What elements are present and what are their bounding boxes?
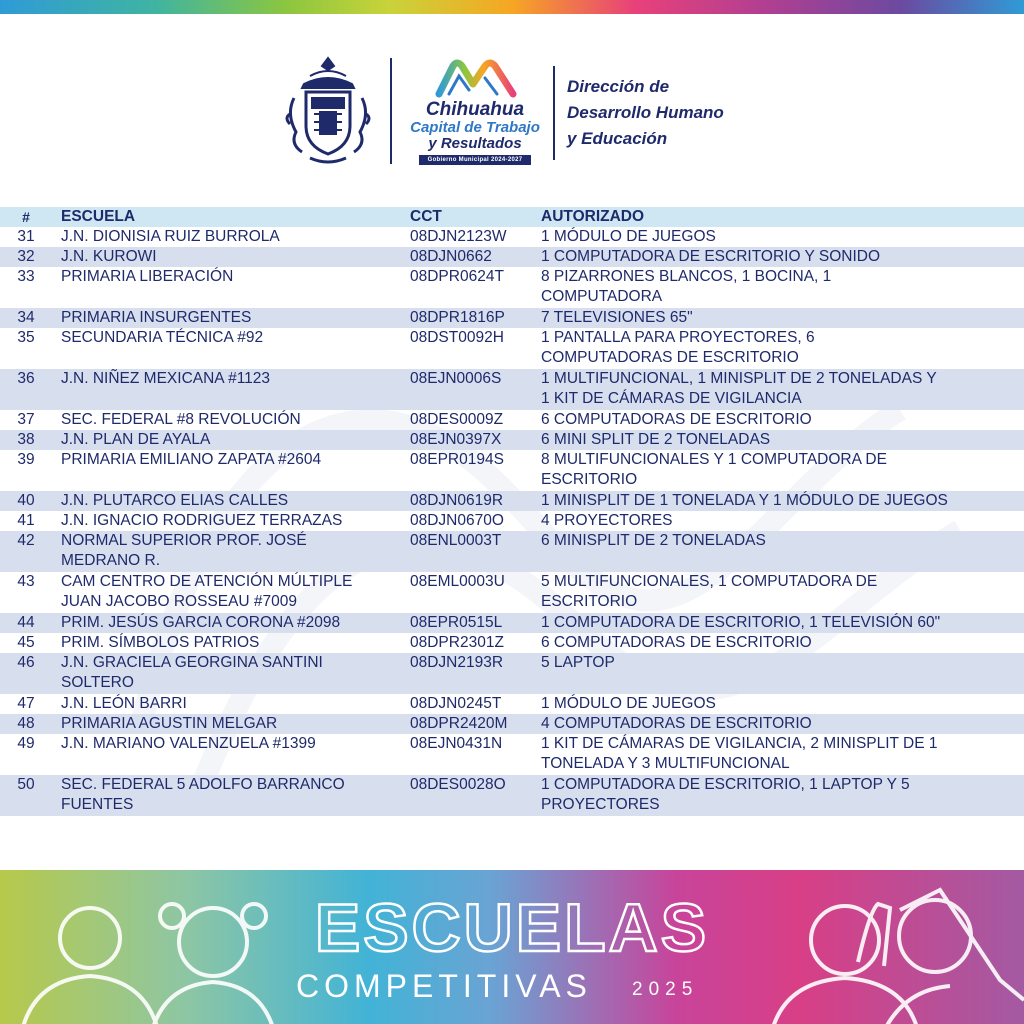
table-row	[0, 694, 1024, 714]
school-cct: 08DJN2123W	[410, 228, 507, 245]
school-name-line: PRIM. SÍMBOLOS PATRIOS	[61, 634, 260, 651]
school-cct: 08DST0092H	[410, 329, 504, 346]
row-number: 41	[17, 512, 35, 529]
authorized-items	[541, 613, 1011, 633]
school-cct: 08DJN0662	[410, 248, 492, 265]
authorized-items-line: 6 COMPUTADORAS DE ESCRITORIO	[541, 634, 812, 651]
table-row	[0, 613, 1024, 633]
row-number: 39	[17, 451, 35, 468]
authorized-items-line: ESCRITORIO	[541, 471, 638, 488]
school-name	[61, 308, 401, 328]
authorized-items-line: 1 KIT DE CÁMARAS DE VIGILANCIA	[541, 390, 802, 407]
dept-line-2: Desarrollo Humano	[567, 103, 724, 122]
school-name-line: SEC. FEDERAL 5 ADOLFO BARRANCO	[61, 776, 345, 793]
authorized-items-line: 4 COMPUTADORAS DE ESCRITORIO	[541, 715, 812, 732]
authorized-items-line: 6 MINISPLIT DE 2 TONELADAS	[541, 532, 766, 549]
school-name-line: NORMAL SUPERIOR PROF. JOSÉ	[61, 532, 307, 549]
logo-line-2: Capital de Trabajo	[410, 119, 540, 136]
school-name	[61, 572, 401, 612]
school-name-line: FUENTES	[61, 796, 134, 813]
row-number: 48	[17, 715, 35, 732]
authorized-items	[541, 653, 1011, 673]
row-number: 40	[17, 492, 35, 509]
authorized-items	[541, 227, 1011, 247]
table-row	[0, 572, 1024, 613]
dept-line-1: Dirección de	[567, 77, 670, 96]
header-autorizado: AUTORIZADO	[541, 208, 645, 225]
school-name	[61, 653, 401, 693]
authorized-items-line: COMPUTADORAS DE ESCRITORIO	[541, 349, 799, 366]
school-cct: 08DPR2301Z	[410, 634, 504, 651]
authorized-items-line: 1 MINISPLIT DE 1 TONELADA Y 1 MÓDULO DE JUEGOS	[541, 492, 948, 509]
school-cct: 08EJN0431N	[410, 735, 503, 752]
header-divider-1	[390, 58, 392, 164]
school-name-line: JUAN JACOBO ROSSEAU #7009	[61, 593, 298, 610]
school-name-line: J.N. GRACIELA GEORGINA SANTINI	[61, 654, 323, 671]
school-name	[61, 511, 401, 531]
authorized-items	[541, 734, 1011, 774]
table-row	[0, 430, 1024, 450]
footer-title: ESCUELAS	[314, 890, 710, 966]
row-number: 50	[17, 776, 35, 793]
authorized-items	[541, 410, 1011, 430]
authorized-items	[541, 247, 1011, 267]
row-number: 37	[17, 411, 35, 428]
school-cct: 08DPR2420M	[410, 715, 508, 732]
school-name-line: SEC. FEDERAL #8 REVOLUCIÓN	[61, 411, 301, 428]
logo-line-3: y Resultados	[428, 135, 522, 152]
authorized-items-line: 1 MÓDULO DE JUEGOS	[541, 695, 716, 712]
authorized-items-line: ESCRITORIO	[541, 593, 638, 610]
authorized-items-line: 5 MULTIFUNCIONALES, 1 COMPUTADORA DE	[541, 573, 878, 590]
school-name	[61, 410, 401, 430]
authorized-items-line: PROYECTORES	[541, 796, 660, 813]
authorized-items-line: 1 MÓDULO DE JUEGOS	[541, 228, 716, 245]
authorized-items-line: 4 PROYECTORES	[541, 512, 673, 529]
school-cct: 08EPR0515L	[410, 614, 503, 631]
school-name	[61, 430, 401, 450]
authorized-items-line: 1 MULTIFUNCIONAL, 1 MINISPLIT DE 2 TONELADAS Y	[541, 370, 937, 387]
table-row	[0, 633, 1024, 653]
school-name	[61, 328, 401, 348]
row-number: 35	[17, 329, 35, 346]
school-name-line: J.N. NIÑEZ MEXICANA #1123	[61, 370, 271, 387]
table-row	[0, 247, 1024, 267]
school-name	[61, 227, 401, 247]
school-cct: 08DJN0245T	[410, 695, 502, 712]
school-name	[61, 491, 401, 511]
school-name-line: PRIMARIA LIBERACIÓN	[61, 268, 234, 285]
school-name-line: SECUNDARIA TÉCNICA #92	[61, 329, 264, 346]
authorized-items-line: 6 COMPUTADORAS DE ESCRITORIO	[541, 411, 812, 428]
city-coat-of-arms-icon	[280, 54, 376, 166]
authorized-items	[541, 267, 1011, 307]
table-row	[0, 308, 1024, 328]
footer-subtitle: COMPETITIVAS	[296, 968, 592, 1004]
row-number: 32	[17, 248, 35, 265]
authorized-items	[541, 328, 1011, 368]
authorized-items	[541, 369, 1011, 409]
authorized-items	[541, 491, 1011, 511]
header-escuela: ESCUELA	[61, 208, 136, 225]
row-number: 44	[17, 614, 35, 631]
top-color-stripe	[0, 0, 1024, 14]
school-name-line: J.N. PLAN DE AYALA	[61, 431, 211, 448]
school-cct: 08DJN0619R	[410, 492, 504, 509]
logo-government-label: Gobierno Municipal 2024-2027	[419, 155, 531, 165]
school-name	[61, 450, 401, 470]
authorized-items	[541, 633, 1011, 653]
row-number: 49	[17, 735, 35, 752]
school-name-line: PRIMARIA EMILIANO ZAPATA #2604	[61, 451, 322, 468]
school-name	[61, 734, 401, 754]
page-header	[0, 44, 1024, 174]
school-cct: 08DJN0670O	[410, 512, 504, 529]
school-cct: 08ENL0003T	[410, 532, 502, 549]
row-number: 42	[17, 532, 35, 549]
table-row	[0, 450, 1024, 491]
authorized-items-line: COMPUTADORA	[541, 288, 663, 305]
row-number: 33	[17, 268, 35, 285]
table-row	[0, 734, 1024, 775]
school-name-line: PRIM. JESÚS GARCIA CORONA #2098	[61, 614, 341, 631]
school-name	[61, 267, 401, 287]
header-cct: CCT	[410, 208, 442, 225]
authorized-items-line: 6 MINI SPLIT DE 2 TONELADAS	[541, 431, 771, 448]
table-row	[0, 410, 1024, 430]
chihuahua-logo	[405, 58, 545, 168]
school-name	[61, 369, 401, 389]
table-row	[0, 531, 1024, 572]
table-body	[0, 227, 1024, 816]
table-row	[0, 491, 1024, 511]
authorized-items	[541, 450, 1011, 490]
table-row	[0, 775, 1024, 816]
school-name-line: MEDRANO R.	[61, 552, 161, 569]
authorized-items	[541, 430, 1011, 450]
school-cct: 08EML0003U	[410, 573, 505, 590]
header-divider-2	[553, 66, 555, 160]
mountains-logo-icon	[435, 58, 519, 98]
school-name	[61, 247, 401, 267]
authorized-items	[541, 531, 1011, 551]
school-name-line: PRIMARIA AGUSTIN MELGAR	[61, 715, 278, 732]
school-name-line: J.N. PLUTARCO ELIAS CALLES	[61, 492, 289, 509]
school-name	[61, 694, 401, 714]
school-name-line: SOLTERO	[61, 674, 134, 691]
school-name	[61, 633, 401, 653]
school-cct: 08EJN0397X	[410, 431, 502, 448]
row-number: 31	[17, 228, 35, 245]
school-name-line: J.N. MARIANO VALENZUELA #1399	[61, 735, 316, 752]
school-name-line: J.N. IGNACIO RODRIGUEZ TERRAZAS	[61, 512, 343, 529]
schools-table	[0, 207, 1024, 816]
footer-year: 2025	[632, 979, 699, 1000]
school-name-line: PRIMARIA INSURGENTES	[61, 309, 252, 326]
row-number: 43	[17, 573, 35, 590]
school-cct: 08DJN2193R	[410, 654, 504, 671]
school-name-line: J.N. LEÓN BARRI	[61, 695, 187, 712]
school-name	[61, 531, 401, 571]
row-number: 34	[17, 309, 35, 326]
school-name	[61, 714, 401, 734]
table-row	[0, 328, 1024, 369]
authorized-items-line: 1 COMPUTADORA DE ESCRITORIO, 1 TELEVISIÓN 60"	[541, 614, 941, 631]
school-name-line: J.N. DIONISIA RUIZ BURROLA	[61, 228, 280, 245]
authorized-items-line: 1 COMPUTADORA DE ESCRITORIO Y SONIDO	[541, 248, 881, 265]
footer-banner	[0, 870, 1024, 1024]
department-name	[567, 74, 787, 152]
row-number: 45	[17, 634, 35, 651]
authorized-items	[541, 694, 1011, 714]
school-name	[61, 775, 401, 815]
row-number: 36	[17, 370, 35, 387]
authorized-items-line: 1 COMPUTADORA DE ESCRITORIO, 1 LAPTOP Y 5	[541, 776, 910, 793]
authorized-items-line: 8 PIZARRONES BLANCOS, 1 BOCINA, 1	[541, 268, 832, 285]
table-row	[0, 227, 1024, 247]
row-number: 38	[17, 431, 35, 448]
dept-line-3: y Educación	[567, 129, 668, 148]
table-row	[0, 267, 1024, 308]
school-cct: 08DES0028O	[410, 776, 506, 793]
logo-line-1: Chihuahua	[425, 99, 525, 120]
authorized-items	[541, 572, 1011, 612]
school-cct: 08EPR0194S	[410, 451, 504, 468]
authorized-items	[541, 714, 1011, 734]
school-cct: 08EJN0006S	[410, 370, 502, 387]
authorized-items-line: 7 TELEVISIONES 65"	[541, 309, 693, 326]
authorized-items-line: 1 KIT DE CÁMARAS DE VIGILANCIA, 2 MINISPLIT DE 1	[541, 735, 938, 752]
row-number: 47	[17, 695, 35, 712]
school-name	[61, 613, 401, 633]
school-cct: 08DPR1816P	[410, 309, 505, 326]
authorized-items	[541, 308, 1011, 328]
authorized-items	[541, 511, 1011, 531]
table-row	[0, 369, 1024, 410]
school-name-line: CAM CENTRO DE ATENCIÓN MÚLTIPLE	[61, 573, 353, 590]
table-row	[0, 714, 1024, 734]
authorized-items-line: 1 PANTALLA PARA PROYECTORES, 6	[541, 329, 815, 346]
table-row	[0, 511, 1024, 531]
school-cct: 08DPR0624T	[410, 268, 504, 285]
authorized-items-line: 5 LAPTOP	[541, 654, 615, 671]
school-name-line: J.N. KUROWI	[61, 248, 157, 265]
authorized-items-line: TONELADA Y 3 MULTIFUNCIONAL	[541, 755, 790, 772]
header-num: #	[22, 209, 30, 225]
school-cct: 08DES0009Z	[410, 411, 504, 428]
row-number: 46	[17, 654, 35, 671]
authorized-items	[541, 775, 1011, 815]
table-row	[0, 653, 1024, 694]
table-header-row	[0, 207, 1024, 227]
authorized-items-line: 8 MULTIFUNCIONALES Y 1 COMPUTADORA DE	[541, 451, 887, 468]
